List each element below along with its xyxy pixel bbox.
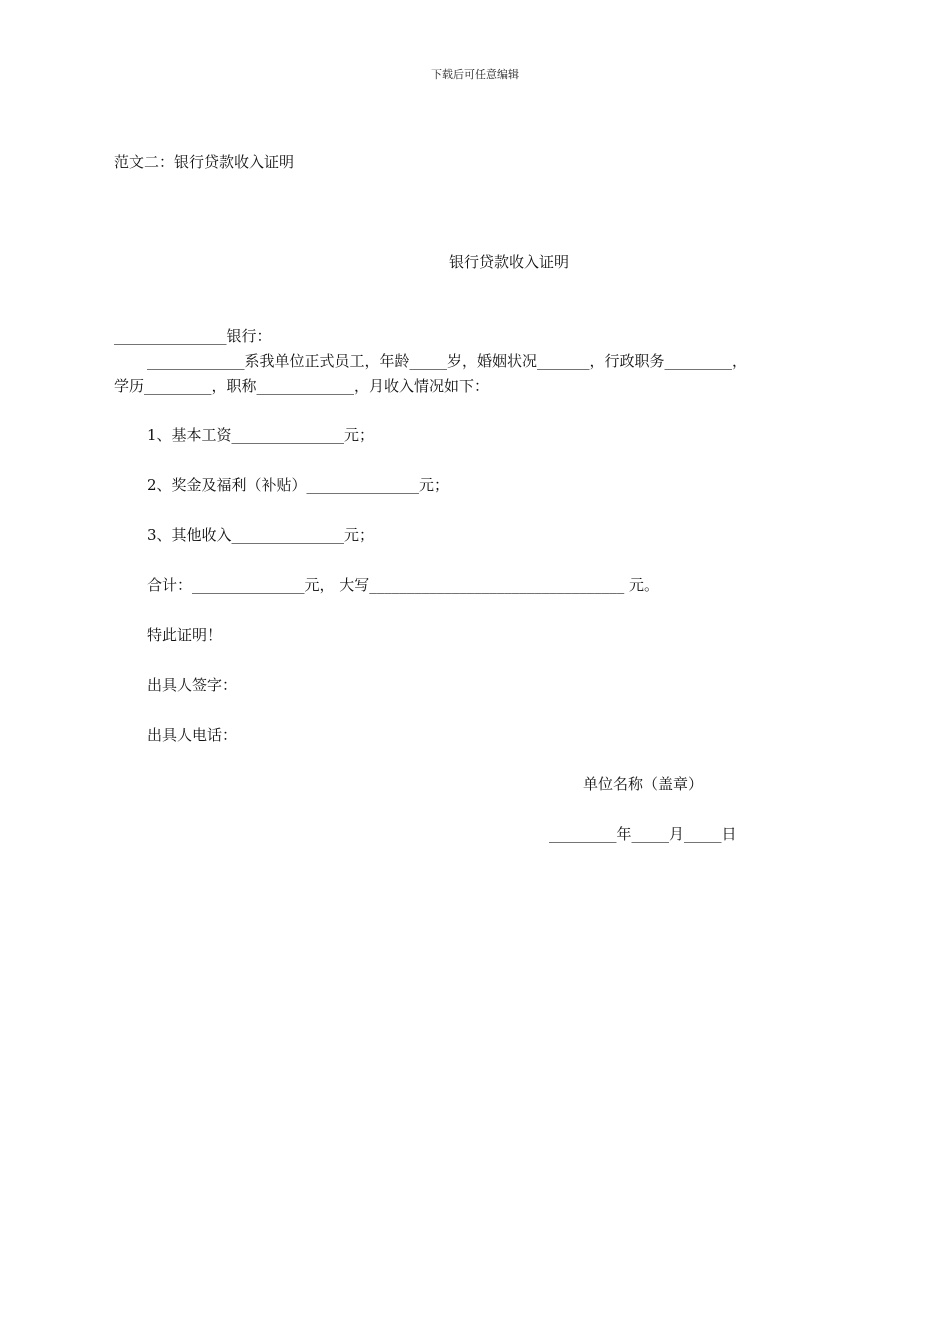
employee-info-line-1: _____________系我单位正式员工，年龄_____岁，婚姻状况_______，行政职务_________， — [147, 352, 748, 370]
page-header-note: 下载后可任意编辑 — [431, 68, 519, 81]
document-title: 银行贷款收入证明 — [449, 253, 570, 271]
date-line: _________年_____月_____日 — [549, 825, 737, 843]
bank-addressee-line: _______________银行： — [114, 327, 272, 345]
closing-statement: 特此证明！ — [147, 626, 223, 644]
section-title: 范文二：银行贷款收入证明 — [114, 153, 295, 171]
employee-info-line-2: 学历_________，职称_____________，月收入情况如下： — [114, 377, 490, 395]
issuer-signature-label: 出具人签字： — [147, 676, 238, 694]
issuer-phone-label: 出具人电话： — [147, 726, 238, 744]
income-item-bonus-benefits: 2、奖金及福利（补贴）_______________元； — [147, 476, 450, 494]
income-total-line: 合计：_______________元， 大写__________________________________ 元。 — [147, 576, 660, 594]
organization-name-seal-label: 单位名称（盖章） — [583, 775, 704, 793]
income-item-basic-salary: 1、基本工资_______________元； — [147, 426, 375, 444]
income-item-other: 3、其他收入_______________元； — [147, 526, 375, 544]
